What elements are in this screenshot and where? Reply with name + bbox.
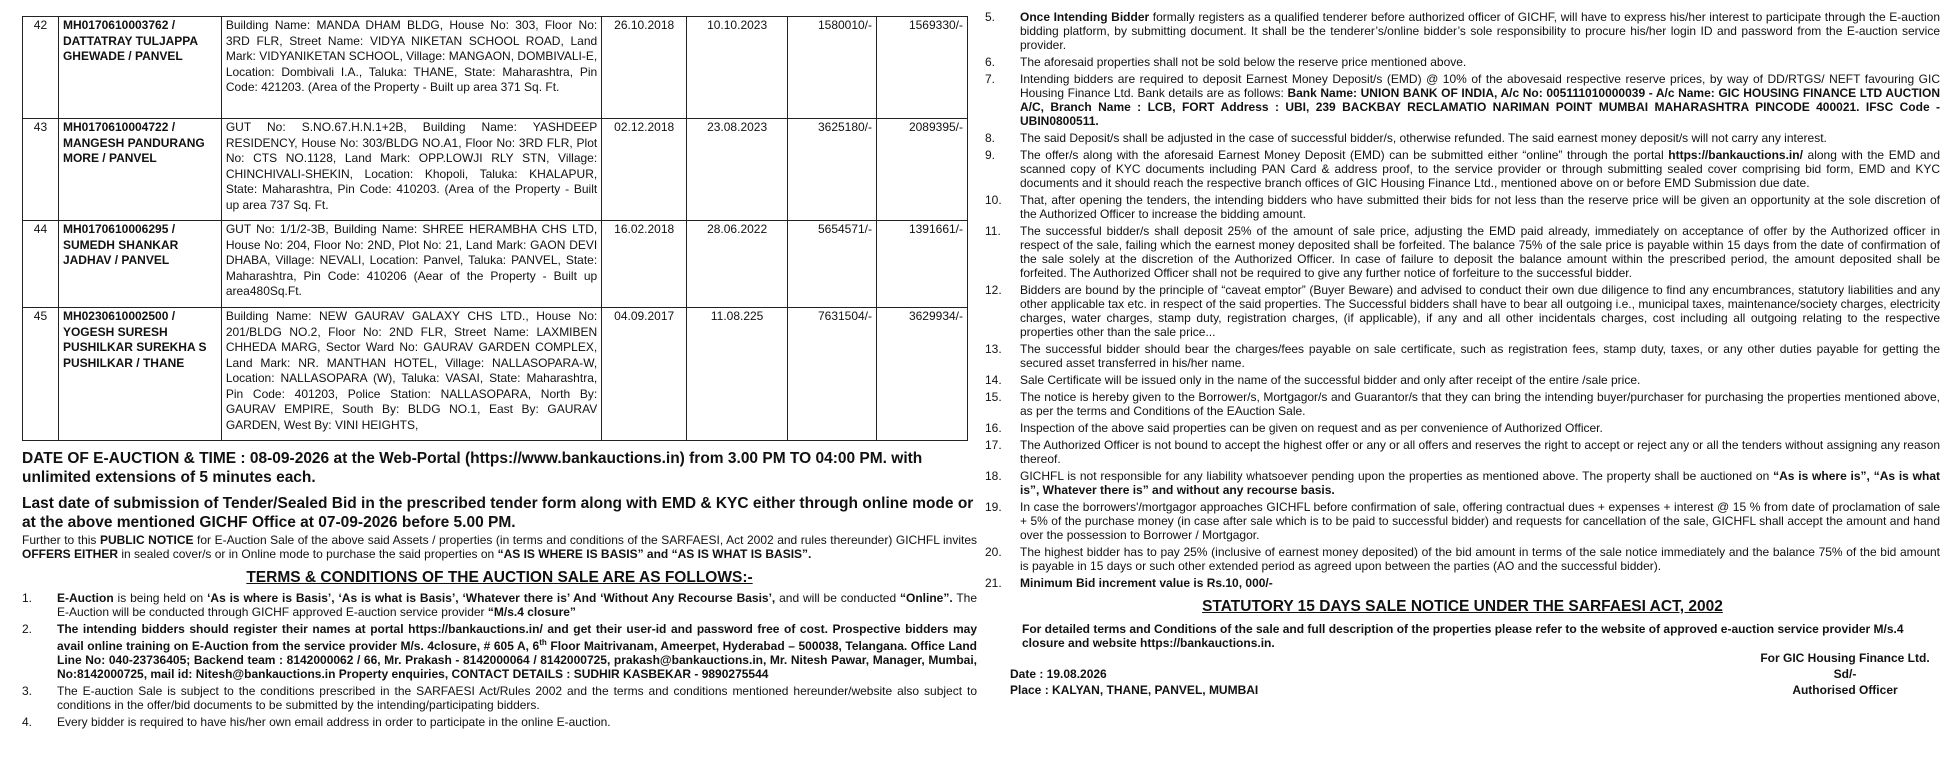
account-borrower: MH0170610004722 / MANGESH PANDURANG MORE / PANVEL	[58, 119, 221, 221]
term-item: 21. Minimum Bid increment value is Rs.10, 000/-	[985, 576, 1273, 590]
signature-block	[1750, 650, 1940, 698]
properties-table	[22, 16, 968, 441]
term-item: 19. In case the borrowers'/mortgagor approaches GICHFL before confirmation of sale, offering contractual dues + expenses + interest @ 15 % from date of proclamation of sale + 5% of the purchase money (in case after sale which is to be paid to successful bidder) and requests for cancellation of the sale, GICHFL shall accept the amount and hand over the possession to Borrower / Mortgagor.	[985, 500, 1940, 542]
serial-no: 44	[23, 221, 59, 308]
serial-no: 43	[23, 119, 59, 221]
term-item: 9. The offer/s along with the aforesaid Earnest Money Deposit (EMD) can be submitted either “online” through the portal https://bankauctions.in/ along with the EMD and scanned copy of KYC documents including PAN Card & address proof, to the service provider or through submitting sealed cover comprising bid form, EMD and KYC documents and it should reach the respective branch offices of GIC Housing Finance Ltd., mentioned above on or before EMD Submission due date.	[985, 148, 1940, 190]
term-item: 4. Every bidder is required to have his/her own email address in order to participate in the online E-auction.	[22, 715, 611, 729]
table-row	[23, 308, 968, 441]
term-item: 20. The highest bidder has to pay 25% (inclusive of earnest money deposited) of the bid amount in terms of the sale notice immediately and the balance 75% of the bid amount is payable in 15 days or such other extended period as agreed upon between the parties (AO and the successful bidder).	[985, 545, 1940, 573]
auction-date-heading: DATE OF E-AUCTION & TIME : 08-09-2026 at the Web-Portal (https://www.bankauctions.in) from 3.00 PM TO 04:00 PM. with unlimited extensions of 5 minutes each.	[22, 450, 923, 486]
serial-no: 42	[23, 17, 59, 119]
demand-date: 16.02.2018	[602, 221, 687, 308]
last-date-heading: Last date of submission of Tender/Sealed Bid in the prescribed tender form along with EMD & KYC either through online mode or at the above mentioned GICHF Office at 07-09-2026 before 5.00 PM.	[22, 495, 974, 531]
term-item: 6. The aforesaid properties shall not be sold below the reserve price mentioned above.	[985, 55, 1467, 69]
reserve-price: 1569330/-	[877, 17, 968, 119]
table-row	[23, 119, 968, 221]
terms-list-right	[985, 10, 1940, 590]
terms-list-left	[22, 591, 977, 729]
property-description: Building Name: MANDA DHAM BLDG, House No: 303, Floor No: 3RD FLR, Street Name: VIDYA NIKETAN SCHOOL ROAD, Land Mark: VIDYANIKETAN SCHOOL, Village: MANGAON, DOMBIVALI-E, Location: Dombivali I.A., Taluka: THANE, State: Maharashtra, Pin Code: 421203. (Area of the Property - Built up area 371 Sq. Ft.	[221, 17, 601, 119]
serial-no: 45	[23, 308, 59, 441]
possession-date: 10.10.2023	[687, 17, 788, 119]
footer-block	[985, 650, 1940, 706]
account-borrower: MH0170610006295 / SUMEDH SHANKAR JADHAV / PANVEL	[58, 221, 221, 308]
outstanding-amount: 3625180/-	[788, 119, 877, 221]
possession-date: 28.06.2022	[687, 221, 788, 308]
term-item: 13. The successful bidder should bear the charges/fees payable on sale certificate, such as registration fees, stamp duty, taxes, or any other duties payable for getting the secured asset transferred in his/her name.	[985, 342, 1940, 370]
property-description: Building Name: NEW GAURAV GALAXY CHS LTD., House No: 201/BLDG NO.2, Floor No: 2ND FLR, Street Name: LAXMIBEN CHHEDA MARG, Sector Ward No: GAURAV GARDEN COMPLEX, Land Mark: NR. MANTHAN HOTEL, Village: NALLASOPARA-W, Location: NALLASOPARA (W), Taluka: VASAI, State: Maharashtra, Pin Code: 401203, Police Station: NALLASOPARA, North By: GAURAV EMPIRE, South By: BLDG NO.1, East By: GAURAV GARDEN, West By: VINI HEIGHTS,	[221, 308, 601, 441]
statutory-heading: STATUTORY 15 DAYS SALE NOTICE UNDER THE SARFAESI ACT, 2002	[1202, 598, 1723, 615]
details-paragraph: For detailed terms and Conditions of the sale and full description of the properties please refer to the website of approved e-auction service provider M/s.4 closure and website https://bankauctions.in.	[1022, 622, 1904, 650]
account-borrower: MH0230610002500 / YOGESH SURESH PUSHILKAR SUREKHA S PUSHILKAR / THANE	[58, 308, 221, 441]
demand-date: 26.10.2018	[602, 17, 687, 119]
outstanding-amount: 7631504/-	[788, 308, 877, 441]
term-item: 8. The said Deposit/s shall be adjusted in the case of successful bidder/s, otherwise refunded. The said earnest money deposit/s will not carry any interest.	[985, 131, 1827, 145]
public-notice-paragraph: Further to this PUBLIC NOTICE for E-Auction Sale of the above said Assets / properties (in terms and conditions of the SARFAESI, Act 2002 and rules thereunder) GICHFL invites OFFERS EITHER in sealed cover/s or in Online mode to purchase the said properties on “AS IS WHERE IS BASIS” and “AS IS WHAT IS BASIS”.	[22, 533, 977, 561]
term-item: 12. Bidders are bound by the principle of “caveat emptor” (Buyer Beware) and advised to conduct their own due diligence to find any encumbrances, statutory liabilities and any other applicable tax etc. in respect of the said properties. The Successful bidders shall have to bear all outgoing i.e., municipal taxes, maintenance/society charges, electricity charges, water charges, stamp duty, registration charges, (if applicable), if any and all other incidentals charges, cost including all outgoing relating to the respective properties other than the sale price...	[985, 283, 1940, 339]
right-column	[985, 10, 1940, 706]
term-item: 7. Intending bidders are required to deposit Earnest Money Deposit/s (EMD) @ 10% of the abovesaid respective reserve prices, by way of DD/RTGS/ NEFT favouring GIC Housing Finance Ltd. Bank details are as follows: Bank Name: UNION BANK OF INDIA, A/c No: 005111010000039 - A/c Name: GIC HOUSING FINANCE LTD AUCTION A/C, Branch Name : LCB, FORT Address : UBI, 239 BACKBAY RECLAMATIO NARIMAN POINT MUMBAI MAHARASHTRA PINCODE 400021. IFSC Code - UBIN0800511.	[985, 72, 1940, 128]
term-item: 16. Inspection of the above said properties can be given on request and as per convenience of Authorized Officer.	[985, 421, 1603, 435]
table-row	[23, 17, 968, 119]
date-place-block	[985, 666, 1258, 698]
account-borrower: MH0170610003762 / DATTATRAY TULJAPPA GHEWADE / PANVEL	[58, 17, 221, 119]
property-description: GUT No: 1/1/2-3B, Building Name: SHREE HERAMBHA CHS LTD, House No: 204, Floor No: 2ND, Plot No: 21, Land Mark: GAON DEVI DHABA, Village: NEVALI, Location: Panvel, Taluka: PANVEL, State: Maharashtra, Pin Code: 410206 (Aear of the Property - Built up area480Sq.Ft.	[221, 221, 601, 308]
reserve-price: 1391661/-	[877, 221, 968, 308]
term-item: 2. The intending bidders should register their names at portal https://bankauctions.in/ and get their user-id and password free of cost. Prospective bidders may avail online training on E-Auction from the service provider M/s. 4closure, # 605 A, 6th Floor Maitrivanam, Ameerpet, Hyderabad – 500038, Telangana. Office Land Line No: 040-23736405; Backend team : 8142000062 / 66, Mr. Prakash - 8142000064 / 8142000725, prakash@bankauctions.in, Mr. Nitesh Pawar, Manager, Mumbai, No:8142000725, mail id: Nitesh@bankauctions.in Property enquiries, CONTACT DETAILS : SUDHIR KASBEKAR - 9890275544	[22, 622, 977, 681]
term-item: 14. Sale Certificate will be issued only in the name of the successful bidder and only after receipt of the entire /sale price.	[985, 373, 1641, 387]
signature-designation: Authorised Officer	[1792, 683, 1898, 697]
reserve-price: 2089395/-	[877, 119, 968, 221]
signature-company: For GIC Housing Finance Ltd.	[1760, 651, 1930, 665]
terms-heading: TERMS & CONDITIONS OF THE AUCTION SALE ARE AS FOLLOWS:-	[246, 569, 753, 586]
term-item: 3. The E-auction Sale is subject to the conditions prescribed in the SARFAESI Act/Rules 2002 and the terms and conditions mentioned hereunder/website also subject to conditions in the offer/bid documents to be submitted by the intending/participating bidders.	[22, 684, 977, 712]
demand-date: 02.12.2018	[602, 119, 687, 221]
possession-date: 23.08.2023	[687, 119, 788, 221]
property-description: GUT No: S.NO.67.H.N.1+2B, Building Name: YASHDEEP RESIDENCY, House No: 303/BLDG NO.A1, Floor No: 3RD FLR, Plot No: CTS NO.1128, Land Mark: OPP.LOWJI RLY STN, Village: CHINCHIVALI-SHEKIN, Location: Khopoli, Taluka: KHALAPUR, State: Maharashtra, Pin Code: 410203. (Area of the Property - Built up area 737 Sq. Ft.	[221, 119, 601, 221]
term-item: 11. The successful bidder/s shall deposit 25% of the amount of sale price, adjusting the EMD paid already, immediately on acceptance of offer by the Authorized officer in respect of the sale, failing which the earnest money deposited shall be forfeited. The balance 75% of the sale price is payable within 15 days from the date of confirmation of the sale solely at the discretion of the Authorized Officer. In case of failure to deposit the balance amount within the prescribed period, the amount deposited shall be forfeited. The Authorized Officer shall not be required to give any further notice of forfeiture to the successful bidder.	[985, 224, 1940, 280]
date-line: Date : 19.08.2026	[1010, 667, 1107, 681]
left-column	[22, 16, 977, 732]
term-item: 18. GICHFL is not responsible for any liability whatsoever pending upon the properties as mentioned above. The property shall be auctioned on “As is where is”, “As is what is”, Whatever there is” and without any recourse basis.	[985, 469, 1941, 497]
outstanding-amount: 1580010/-	[788, 17, 877, 119]
table-row	[23, 221, 968, 308]
term-item: 5. Once Intending Bidder formally registers as a qualified tenderer before authorized officer of GICHF, will have to express his/her interest to participate through the E-auction bidding platform, by submitting document. It shall be the tenderer’s/online bidder’s sole responsibility to procure his/her login ID and password from the E-auction service provider.	[985, 10, 1940, 52]
term-item: 10. That, after opening the tenders, the intending bidders who have submitted their bids for not less than the reserve price will be given an opportunity at the sole discretion of the Authorized Officer to increase the bidding amount.	[985, 193, 1940, 221]
term-item: 1. E-Auction is being held on ‘As is where is Basis’, ‘As is what is Basis’, ‘Whatever there is’ And ‘Without Any Recourse Basis’, and will be conducted “Online”. The E-Auction will be conducted through GICHF approved E-auction service provider “M/s.4 closure”	[22, 591, 977, 619]
place-line: Place : KALYAN, THANE, PANVEL, MUMBAI	[1010, 683, 1259, 697]
reserve-price: 3629934/-	[877, 308, 968, 441]
possession-date: 11.08.225	[687, 308, 788, 441]
signature-sd: Sd/-	[1833, 667, 1857, 681]
demand-date: 04.09.2017	[602, 308, 687, 441]
term-item: 17. The Authorized Officer is not bound to accept the highest offer or any or all offers and reserves the right to accept or reject any or all the tenders without assigning any reason thereof.	[985, 438, 1940, 466]
outstanding-amount: 5654571/-	[788, 221, 877, 308]
term-item: 15. The notice is hereby given to the Borrower/s, Mortgagor/s and Guarantor/s that they can bring the intending buyer/purchaser for purchasing the properties mentioned above, as per the terms and Conditions of the EAuction Sale.	[985, 390, 1940, 418]
